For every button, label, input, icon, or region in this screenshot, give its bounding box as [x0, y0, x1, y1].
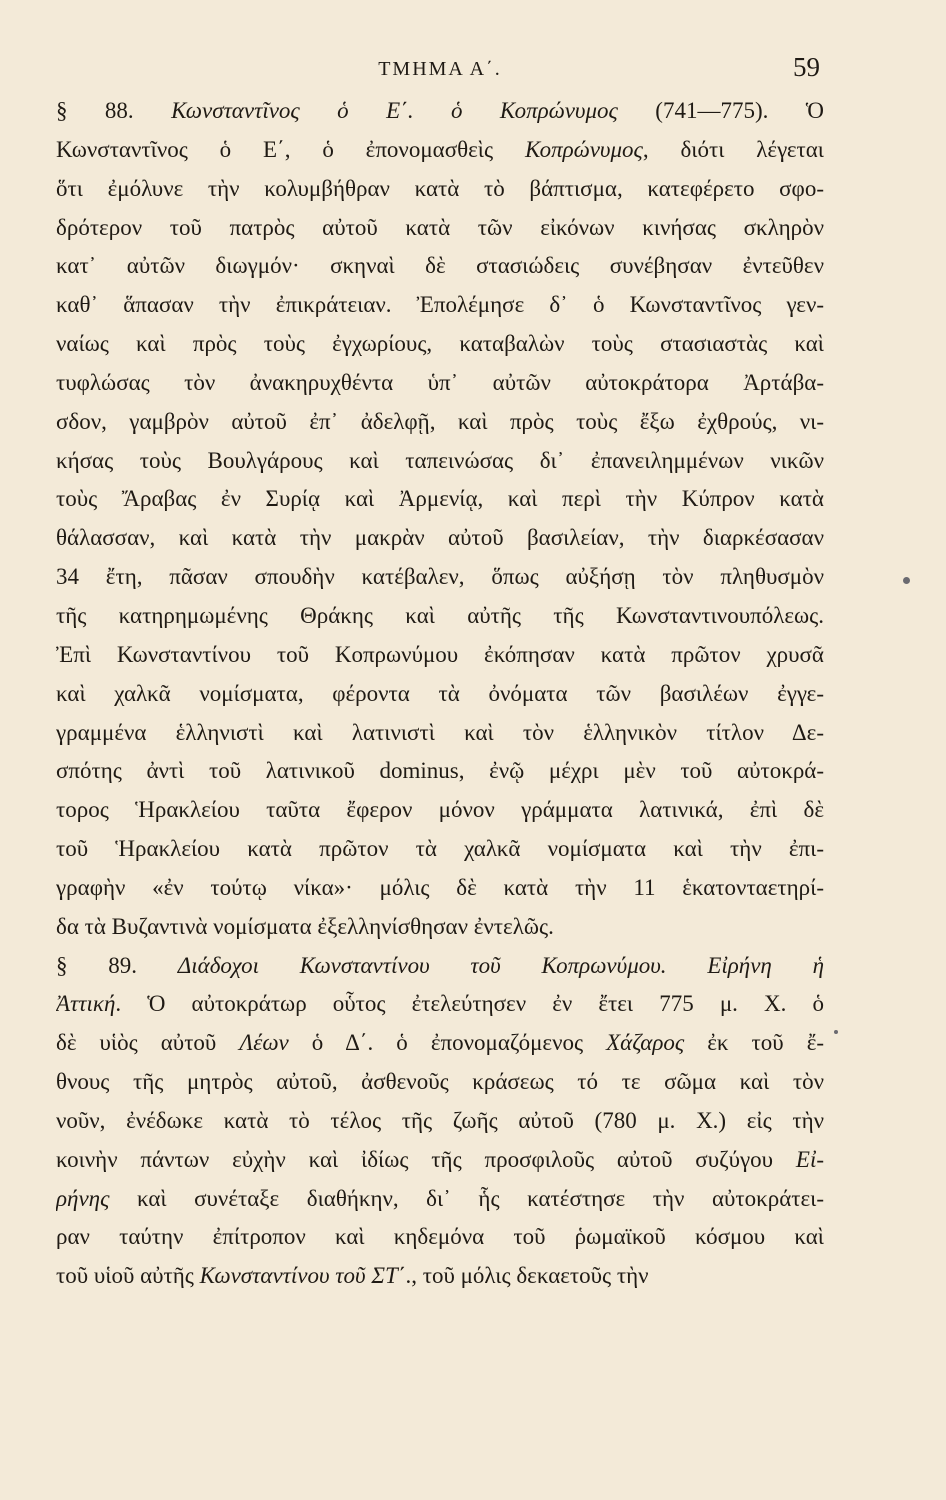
text-run: καὶ χαλκᾶ νομίσματα, φέροντα τὰ ὀνόματα τῶν βασιλέων ἐγγε- — [56, 680, 824, 706]
text-run: δα τὰ Βυζαντινὰ νομίσματα ἐξελληνίσθησαν ἐντελῶς. — [56, 913, 554, 939]
text-run: τοῦ Ἡρακλείου κατὰ πρῶτον τὰ χαλκᾶ νομίσματα καὶ τὴν ἐπι- — [56, 836, 824, 862]
text-line — [56, 519, 824, 558]
text-run: , διότι λέγεται — [642, 136, 824, 162]
text-line — [56, 985, 824, 1024]
text-run: ναίως καὶ πρὸς τοὺς ἐγχωρίους, καταβαλὼν τοὺς στασιαστὰς καὶ — [56, 331, 824, 357]
text-line — [56, 1257, 824, 1296]
italic-text: ρήνης — [56, 1185, 110, 1211]
italic-text: Λέων — [239, 1030, 289, 1056]
text-run: καθ᾽ ἅπασαν τὴν ἐπικράτειαν. Ἐπολέμησε δ᾽ ὁ Κωνσταντῖνος γεν- — [56, 292, 824, 318]
text-run: τῆς κατηρημωμένης Θράκης καὶ αὐτῆς τῆς Κωνσταντινουπόλεως. — [56, 602, 824, 628]
body-text — [56, 92, 824, 1296]
text-line — [56, 170, 824, 209]
text-line — [56, 403, 824, 442]
text-line — [56, 908, 824, 947]
text-run: κοινὴν πάντων εὐχὴν καὶ ἰδίως τῆς προσφιλοῦς αὐτοῦ συζύγου — [56, 1146, 796, 1172]
text-run: σπότης ἀντὶ τοῦ λατινικοῦ dominus, ἐνῷ μέχρι μὲν τοῦ αὐτοκρά- — [56, 758, 824, 784]
text-run: 34 ἔτη, πᾶσαν σπουδὴν κατέβαλεν, ὅπως αὐξήσῃ τὸν πληθυσμὸν — [56, 564, 824, 590]
text-line — [56, 92, 824, 131]
text-line — [56, 636, 824, 675]
text-line — [56, 364, 824, 403]
text-line — [56, 558, 824, 597]
italic-text: Διάδοχοι Κωνσταντίνου τοῦ Κοπρωνύμου. Εἰρήνη ἡ — [177, 952, 824, 978]
italic-text: Κωνσταντῖνος ὁ Ε΄. ὁ Κοπρώνυμος — [171, 98, 618, 123]
text-run: θνους τῆς μητρὸς αὐτοῦ, ἀσθενοῦς κράσεως τό τε σῶμα καὶ τὸν — [56, 1069, 824, 1095]
text-run: θάλασσαν, καὶ κατὰ τὴν μακρὰν αὐτοῦ βασιλείαν, τὴν διαρκέσασαν — [56, 525, 824, 551]
text-line — [56, 286, 824, 325]
text-line — [56, 714, 824, 753]
text-line — [56, 791, 824, 830]
text-run: § 89. — [56, 952, 178, 978]
text-run: τοῦ υἱοῦ αὐτῆς — [56, 1263, 200, 1289]
page-number: 59 — [793, 52, 820, 82]
text-run: ὁ Δ΄. ὁ ἐπονομαζόμενος — [288, 1030, 607, 1056]
text-run: γραφὴν «ἐν τούτῳ νίκα»· μόλις δὲ κατὰ τὴν 11 ἑκατονταετηρί- — [56, 874, 824, 900]
text-line — [56, 752, 824, 791]
text-run: (741—775). Ὁ — [617, 98, 824, 123]
text-run: ἐκ τοῦ ἔ- — [684, 1030, 824, 1056]
text-line — [56, 675, 824, 714]
text-run: τορος Ἡρακλείου ταῦτα ἔφερον μόνον γράμματα λατινικά, ἐπὶ δὲ — [56, 797, 824, 823]
ink-speck — [903, 577, 910, 584]
text-line — [56, 869, 824, 908]
italic-text: Κοπρώνυμος — [524, 136, 643, 162]
text-run: ., τοῦ μόλις δεκαετοῦς τὴν — [405, 1263, 649, 1289]
text-line — [56, 209, 824, 248]
text-run: τυφλώσας τὸν ἀνακηρυχθέντα ὑπ᾽ αὐτῶν αὐτοκράτορα Ἀρτάβα- — [56, 369, 824, 395]
text-line — [56, 1180, 824, 1219]
text-line — [56, 131, 824, 170]
running-header — [60, 52, 820, 86]
text-run: κήσας τοὺς Βουλγάρους καὶ ταπεινώσας δι᾽ ἐπανειλημμένων νικῶν — [56, 447, 824, 473]
text-line — [56, 1102, 824, 1141]
text-run: δὲ υἱὸς αὐτοῦ — [56, 1030, 240, 1056]
text-line — [56, 1063, 824, 1102]
text-line — [56, 247, 824, 286]
text-run: . Ὁ αὐτοκράτωρ οὗτος ἐτελεύτησεν ἐν ἔτει 775 μ. Χ. ὁ — [115, 991, 824, 1017]
text-run: γραμμένα ἑλληνιστὶ καὶ λατινιστὶ καὶ τὸν ἑλληνικὸν τίτλον Δε- — [56, 719, 824, 745]
text-run: Κωνσταντῖνος ὁ Ε΄, ὁ ἐπονομασθεὶς — [56, 136, 525, 162]
text-run: σδον, γαμβρὸν αὐτοῦ ἐπ᾽ ἀδελφῇ, καὶ πρὸς τοὺς ἔξω ἐχθρούς, νι- — [56, 408, 824, 434]
text-run: καὶ συνέταξε διαθήκην, δι᾽ ἧς κατέστησε τὴν αὐτοκράτει- — [109, 1185, 824, 1211]
text-line — [56, 480, 824, 519]
italic-text: Ἀττική — [56, 991, 116, 1017]
section-title: ΤΜΗΜΑ Α΄. — [378, 58, 502, 80]
ink-speck — [834, 1030, 838, 1034]
text-line — [56, 597, 824, 636]
text-run: ὅτι ἐμόλυνε τὴν κολυμβήθραν κατὰ τὸ βάπτισμα, κατεφέρετο σφο- — [56, 175, 824, 201]
text-run: νοῦν, ἐνέδωκε κατὰ τὸ τέλος τῆς ζωῆς αὐτοῦ (780 μ. Χ.) εἰς τὴν — [56, 1107, 824, 1133]
text-run: κατ᾽ αὐτῶν διωγμόν· σκηναὶ δὲ στασιώδεις συνέβησαν ἐντεῦθεν — [56, 253, 824, 279]
italic-text: Κωνσταντίνου τοῦ ΣΤ΄ — [199, 1263, 406, 1289]
text-line — [56, 830, 824, 869]
text-run: § 88. — [56, 98, 172, 123]
text-run: δρότερον τοῦ πατρὸς αὐτοῦ κατὰ τῶν εἰκόνων κινήσας σκληρὸν — [56, 214, 824, 240]
text-run: Ἐπὶ Κωνσταντίνου τοῦ Κοπρωνύμου ἐκόπησαν κατὰ πρῶτον χρυσᾶ — [56, 641, 824, 667]
text-run: ραν ταύτην ἐπίτροπον καὶ κηδεμόνα τοῦ ῥωμαϊκοῦ κόσμου καὶ — [56, 1224, 824, 1250]
italic-text: Χάζαρος — [606, 1030, 685, 1056]
text-line — [56, 442, 824, 481]
italic-text: Εἰ- — [795, 1146, 824, 1172]
text-line — [56, 1024, 824, 1063]
text-run: τοὺς Ἄραβας ἐν Συρίᾳ καὶ Ἀρμενίᾳ, καὶ περὶ τὴν Κύπρον κατὰ — [56, 486, 824, 512]
text-line — [56, 1218, 824, 1257]
text-line — [56, 1141, 824, 1180]
text-line — [56, 325, 824, 364]
text-line — [56, 947, 824, 986]
